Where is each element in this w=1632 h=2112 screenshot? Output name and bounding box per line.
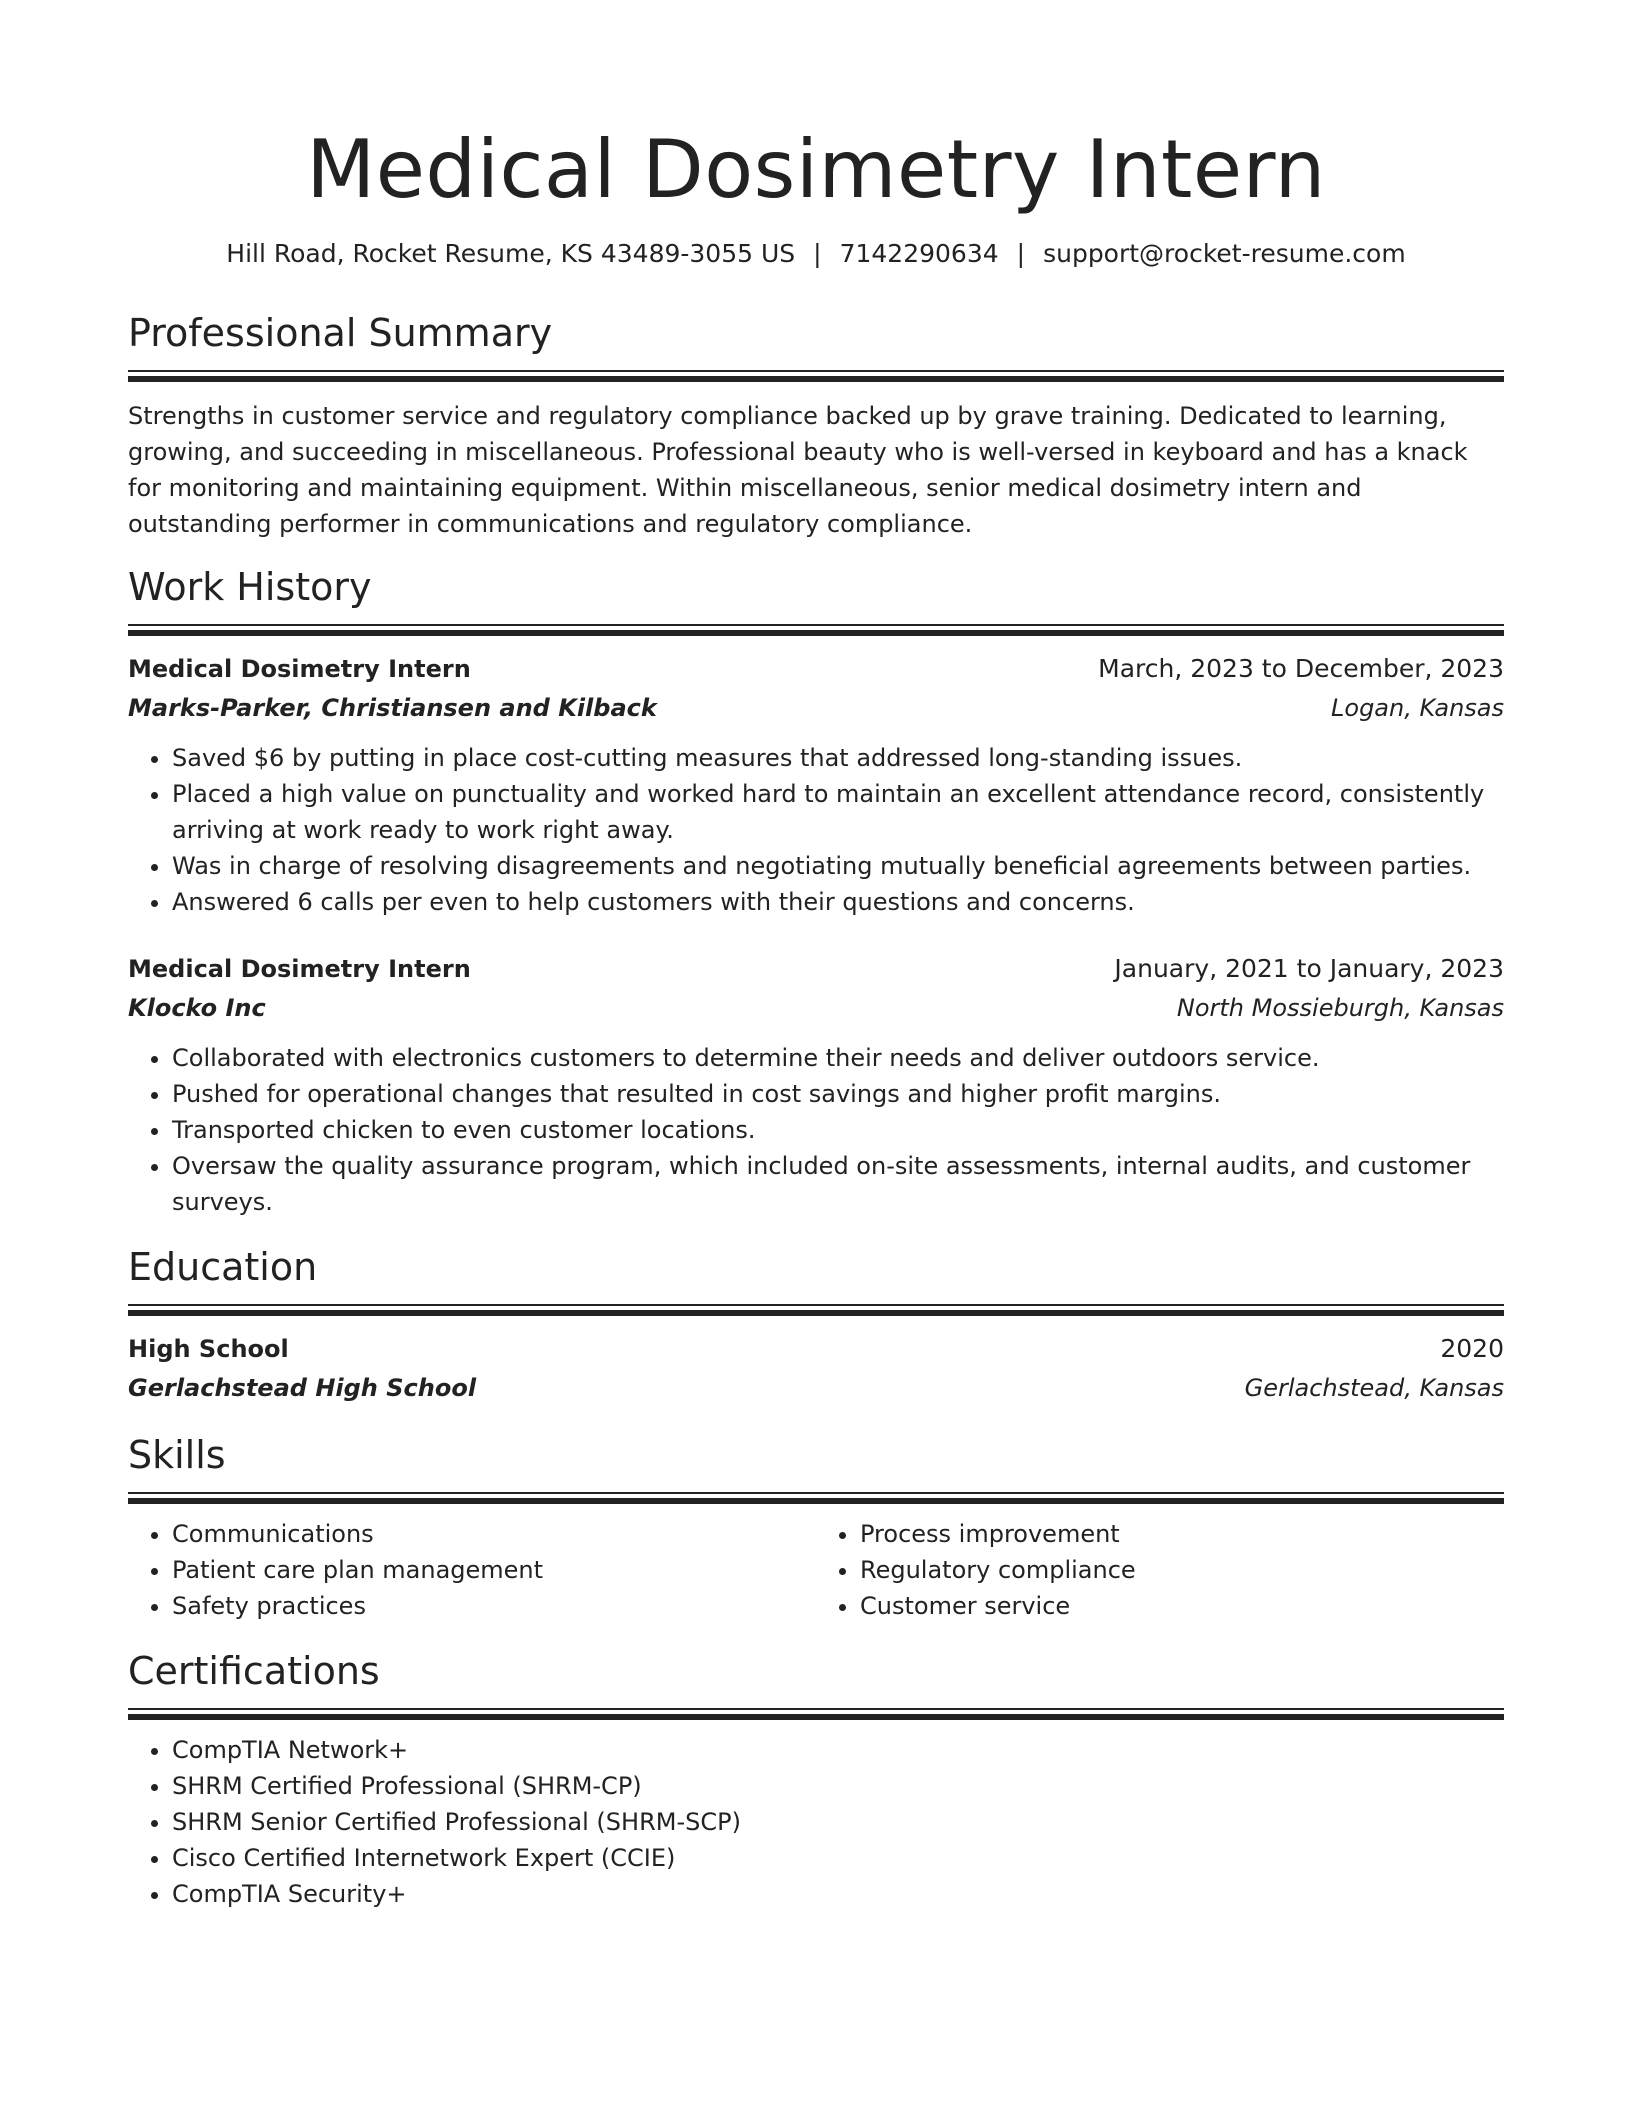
list-item: • CompTIA Security+ (172, 1876, 1504, 1912)
section-divider (128, 1304, 1504, 1316)
list-item: • Customer service (860, 1588, 1504, 1624)
list-item: • Oversaw the quality assurance program, which included on-site assessments, internal audits, and customer surveys. (172, 1148, 1504, 1220)
list-item: • Safety practices (172, 1588, 816, 1624)
job-location: North Mossieburgh, Kansas (1176, 994, 1504, 1022)
summary-text: Strengths in customer service and regulatory compliance backed up by grave training. Dedicated to learning, growing, and succeeding in miscellaneous. Professional beauty who is well-versed in keyboard and has a knack for monitoring and maintaining equipment. Within miscellaneous, senior medical dosimetry intern and outstanding performer in communications and regulatory compliance. (128, 402, 1468, 538)
education-school: Gerlachstead High School (128, 1374, 477, 1402)
education-header-row (128, 1330, 1504, 1368)
list-item: • SHRM Senior Certified Professional (SHRM-SCP) (172, 1804, 1504, 1840)
summary-section (128, 308, 1504, 542)
list-item: • Pushed for operational changes that resulted in cost savings and higher profit margins. (172, 1076, 1504, 1112)
section-title-certifications: Certifications (128, 1649, 380, 1693)
skills-column-right (816, 1516, 1504, 1624)
contact-separator: | (1016, 239, 1026, 268)
section-title-education: Education (128, 1245, 318, 1289)
skills-list (128, 1516, 816, 1624)
education-section (128, 1242, 1504, 1408)
job-title: Medical Dosimetry Intern (128, 955, 471, 983)
section-divider (128, 370, 1504, 382)
job-header-row (128, 650, 1504, 688)
list-item: • Regulatory compliance (860, 1552, 1504, 1588)
skills-list (816, 1516, 1504, 1624)
job-entry (128, 650, 1504, 920)
section-divider (128, 624, 1504, 636)
education-school-row (128, 1368, 1504, 1408)
job-location: Logan, Kansas (1331, 694, 1504, 722)
list-item: • Cisco Certified Internetwork Expert (CCIE) (172, 1840, 1504, 1876)
section-title-summary: Professional Summary (128, 311, 553, 355)
job-dates: January, 2021 to January, 2023 (1114, 954, 1504, 983)
job-company: Marks-Parker, Christiansen and Kilback (128, 694, 657, 722)
list-item: • Communications (172, 1516, 816, 1552)
job-bullets (128, 740, 1504, 920)
skills-section (128, 1430, 1504, 1624)
skills-grid (128, 1516, 1504, 1624)
work-history-section (128, 562, 1504, 1220)
job-company: Klocko Inc (128, 994, 266, 1022)
list-item: • Process improvement (860, 1516, 1504, 1552)
resume-name: Medical Dosimetry Intern (306, 123, 1326, 216)
list-item: • Saved $6 by putting in place cost-cutting measures that addressed long-standing issues. (172, 740, 1504, 776)
education-year: 2020 (1440, 1334, 1504, 1363)
section-divider (128, 1708, 1504, 1720)
education-location: Gerlachstead, Kansas (1244, 1374, 1504, 1402)
contact-phone: 7142290634 (839, 239, 999, 268)
job-entry (128, 950, 1504, 1220)
section-divider (128, 1492, 1504, 1504)
list-item: • Placed a high value on punctuality and worked hard to maintain an excellent attendance record, consistently arriving at work ready to work right away. (172, 776, 1504, 848)
job-bullets (128, 1040, 1504, 1220)
contact-line (128, 236, 1504, 272)
job-header-row (128, 950, 1504, 988)
certifications-section (128, 1646, 1504, 1912)
skills-column-left (128, 1516, 816, 1624)
contact-separator: | (813, 239, 822, 268)
job-title: Medical Dosimetry Intern (128, 655, 471, 683)
job-company-row (128, 988, 1504, 1028)
list-item: • CompTIA Network+ (172, 1732, 1504, 1768)
education-degree: High School (128, 1335, 289, 1363)
contact-address: Hill Road, Rocket Resume, KS 43489-3055 US (226, 239, 796, 268)
job-company-row (128, 688, 1504, 728)
contact-email: support@rocket-resume.com (1043, 239, 1406, 268)
list-item: • Collaborated with electronics customers to determine their needs and deliver outdoors service. (172, 1040, 1504, 1076)
list-item: • SHRM Certified Professional (SHRM-CP) (172, 1768, 1504, 1804)
list-item: • Transported chicken to even customer locations. (172, 1112, 1504, 1148)
certifications-list (128, 1732, 1504, 1912)
list-item: • Patient care plan management (172, 1552, 816, 1588)
job-dates: March, 2023 to December, 2023 (1098, 654, 1504, 683)
section-title-work-history: Work History (128, 565, 372, 609)
education-entry (128, 1330, 1504, 1408)
section-title-skills: Skills (128, 1433, 226, 1477)
list-item: • Answered 6 calls per even to help customers with their questions and concerns. (172, 884, 1504, 920)
list-item: • Was in charge of resolving disagreements and negotiating mutually beneficial agreements between parties. (172, 848, 1504, 884)
